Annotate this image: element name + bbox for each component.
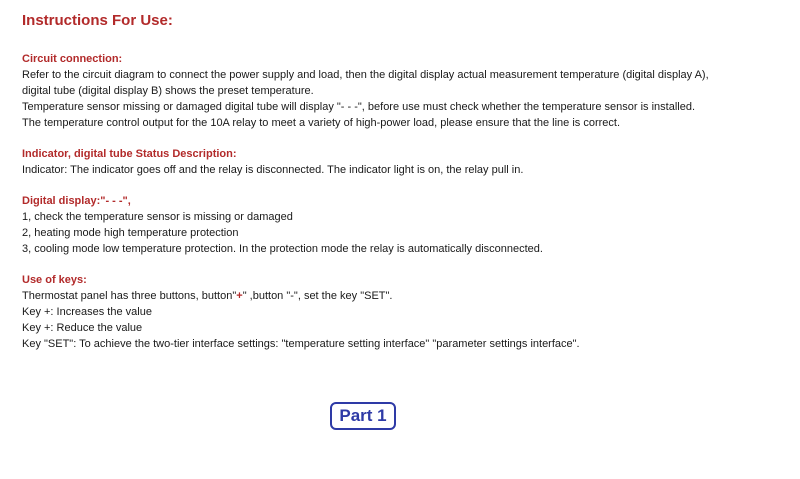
keys-line: Key "SET": To achieve the two-tier interface settings: "temperature setting interface" "parameter settings interface".: [22, 338, 580, 350]
indicator-line: Indicator: The indicator goes off and the relay is disconnected. The indicator light is on, the relay pull in.: [22, 164, 524, 176]
indicator-section: [22, 147, 782, 178]
circuit-line: Temperature sensor missing or damaged digital tube will display "- - -", before use must check whether the temperature sensor is installed.: [22, 101, 696, 113]
page-title: Instructions For Use:: [22, 12, 173, 29]
keys-line-text: " ,button "-", set the key "SET".: [242, 290, 393, 302]
keys-heading: Use of keys:: [22, 274, 87, 286]
digital-line: 3, cooling mode low temperature protection. In the protection mode the relay is automatically disconnected.: [22, 243, 543, 255]
circuit-section: [22, 52, 782, 131]
digital-line: 1, check the temperature sensor is missing or damaged: [22, 211, 293, 223]
keys-section: [22, 273, 782, 352]
part-badge: Part 1: [330, 402, 396, 430]
circuit-line: Refer to the circuit diagram to connect the power supply and load, then the digital display actual measurement temperature (digital display A),: [22, 69, 709, 81]
circuit-line: digital tube (digital display B) shows the preset temperature.: [22, 85, 314, 97]
keys-line: [22, 288, 782, 304]
keys-line: Key +: Increases the value: [22, 306, 152, 318]
keys-line: Key +: Reduce the value: [22, 322, 143, 334]
digital-section: [22, 194, 782, 257]
digital-line: 2, heating mode high temperature protection: [22, 227, 239, 239]
circuit-line: The temperature control output for the 10A relay to meet a variety of high-power load, please ensure that the line is correct.: [22, 117, 620, 129]
plus-symbol: +: [236, 290, 243, 302]
instructions-document: [22, 12, 782, 368]
circuit-heading: Circuit connection:: [22, 53, 123, 65]
keys-line-text: Thermostat panel has three buttons, button": [22, 290, 237, 302]
indicator-heading: Indicator, digital tube Status Description:: [22, 148, 237, 160]
digital-heading: Digital display:"- - -",: [22, 195, 131, 207]
